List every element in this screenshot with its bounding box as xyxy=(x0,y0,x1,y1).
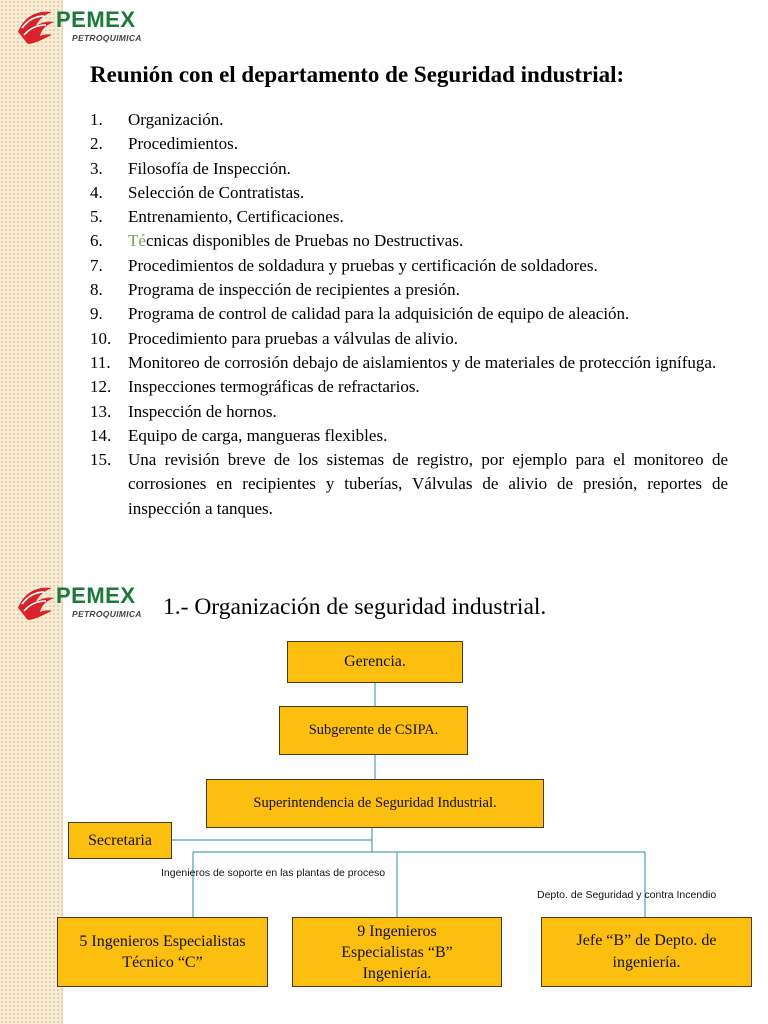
org-box-superintendencia: Superintendencia de Seguridad Industrial. xyxy=(206,779,544,828)
list-item: 14. Equipo de carga, mangueras flexibles. xyxy=(90,425,388,445)
petroquimica-text: PETROQUIMICA xyxy=(72,33,142,43)
label-fire-safety-dept: Depto. de Seguridad y contra Incendio xyxy=(537,889,717,901)
org-box-subgerente: Subgerente de CSIPA. xyxy=(279,706,468,755)
list-item: 9. Programa de control de calidad para la adquisición de equipo de aleación. xyxy=(90,304,630,324)
list-item: 13. Inspección de hornos. xyxy=(90,401,277,421)
list-item: 10. Procedimiento para pruebas a válvulas de alivio. xyxy=(90,328,458,348)
list-item: 3. Filosofía de Inspección. xyxy=(90,158,291,178)
list-item: 11. Monitoreo de corrosión debajo de aislamientos y de materiales de protección ignífuga. xyxy=(90,352,717,372)
org-box-secretaria: Secretaria xyxy=(68,822,172,859)
label-support-engineers: Ingenieros de soporte en las plantas de proceso xyxy=(161,867,386,879)
accent-text: Té xyxy=(128,231,146,251)
section-title-meeting: Reunión con el departamento de Seguridad industrial: xyxy=(90,62,625,87)
list-item: 4. Selección de Contratistas. xyxy=(90,182,305,202)
list-item: 6. Técnicas disponibles de Pruebas no Destructivas. xyxy=(90,231,464,251)
org-box-engineers-c: 5 Ingenieros Especialistas Técnico “C” xyxy=(57,917,268,987)
list-item: 15. Una revisión breve de los sistemas de registro, por ejemplo para el monitoreo de corrosiones en recipientes y tuberías, Válvulas de alivio de presión, reportes de inspección a tanques. xyxy=(90,450,728,518)
list-item: 5. Entrenamiento, Certificaciones. xyxy=(90,207,344,227)
org-box-gerencia: Gerencia. xyxy=(287,641,463,683)
list-item: 2. Procedimientos. xyxy=(90,134,239,154)
org-box-jefe-depto: Jefe “B” de Depto. de ingeniería. xyxy=(541,917,752,987)
org-box-engineers-b: 9 Ingenieros Especialistas “B” Ingeniería. xyxy=(292,917,502,987)
list-item: 8. Programa de inspección de recipientes a presión. xyxy=(90,280,460,300)
pemex-brand-text: PEMEX xyxy=(56,583,136,608)
section-title-organization: 1.- Organización de seguridad industrial. xyxy=(163,594,547,620)
petroquimica-text: PETROQUIMICA xyxy=(72,609,142,619)
list-item: 1. Organización. xyxy=(90,110,224,129)
pemex-brand-text: PEMEX xyxy=(56,7,136,32)
list-item: 12. Inspecciones termográficas de refractarios. xyxy=(90,377,420,397)
list-item: 7. Procedimientos de soldadura y pruebas y certificación de soldadores. xyxy=(90,255,598,275)
